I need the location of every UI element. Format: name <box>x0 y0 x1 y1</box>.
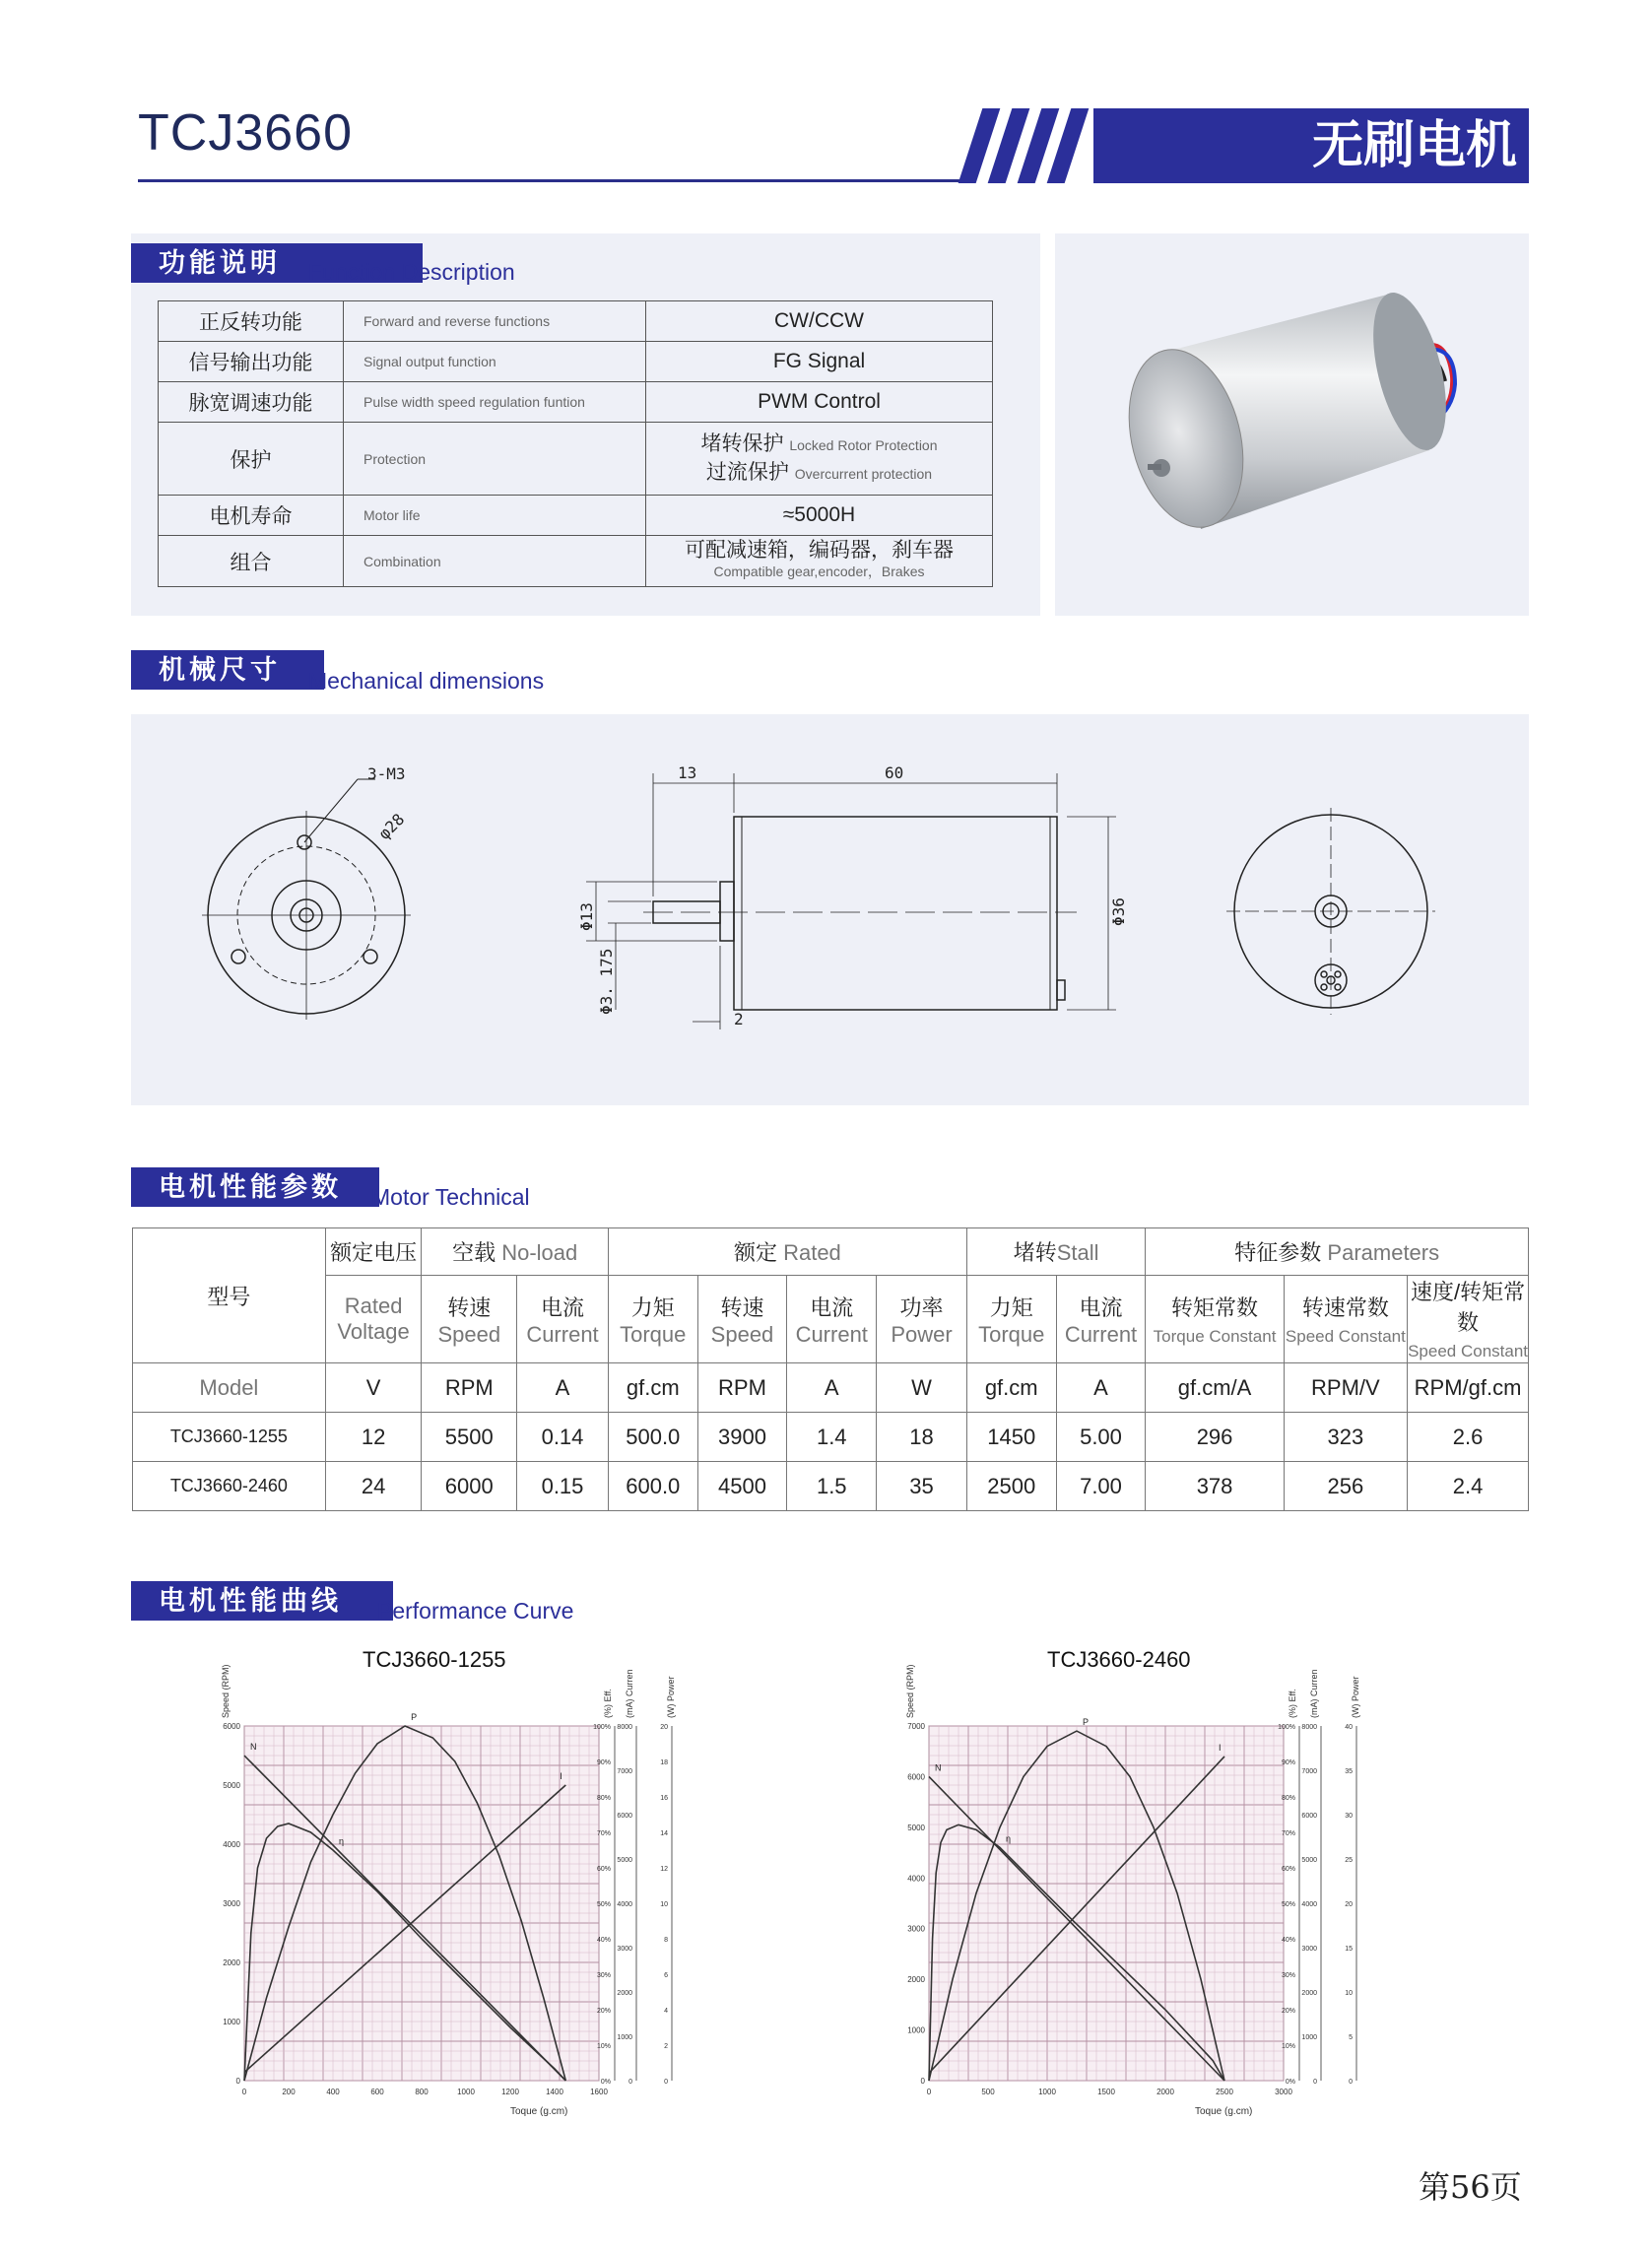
y-tick-label: 5000 <box>223 1781 240 1790</box>
func-en: Forward and reverse functions <box>344 301 646 342</box>
right-tick-label: 40% <box>596 1937 611 1944</box>
right-tick-label: 0% <box>1285 2079 1295 2086</box>
right-tick-label: 5000 <box>1301 1857 1317 1864</box>
model-cell: TCJ3660-1255 <box>133 1413 326 1462</box>
right-tick-label: 5000 <box>617 1857 632 1864</box>
motor-image <box>1055 233 1529 616</box>
header-stall-cn: 堵转 <box>1013 1240 1057 1265</box>
x-tick-label: 400 <box>326 2088 340 2096</box>
series-label: I <box>560 1771 562 1781</box>
right-tick-label: 3000 <box>617 1946 632 1953</box>
func-cn: 信号输出功能 <box>159 342 344 382</box>
value-cell: 7.00 <box>1056 1462 1146 1511</box>
y-tick-label: 1000 <box>907 2025 925 2035</box>
series-label: P <box>411 1712 418 1722</box>
protection-cn-2: 过流保护 <box>705 460 789 484</box>
series-label: P <box>1083 1717 1090 1728</box>
right-tick-label: 50% <box>1281 1901 1295 1908</box>
table-row <box>159 342 993 382</box>
right-tick-label: 7000 <box>617 1768 632 1775</box>
header-params-cn: 特征参数 <box>1234 1240 1322 1265</box>
value-cell: 1.4 <box>787 1413 877 1462</box>
right-tick-label: 70% <box>596 1830 611 1837</box>
right-axis-label: (mA) Curren <box>625 1669 634 1718</box>
func-value: FG Signal <box>646 342 993 382</box>
func-cn: 组合 <box>159 536 344 587</box>
right-tick-label: 14 <box>660 1830 668 1837</box>
header-stall <box>966 1228 1146 1276</box>
sub-header-en: Voltage <box>337 1319 410 1344</box>
right-tick-label: 0 <box>1349 2079 1353 2086</box>
section-title-mechanical-en: Mechanical dimensions <box>308 668 545 694</box>
right-tick-label: 70% <box>1281 1830 1295 1837</box>
value-cell: 24 <box>325 1462 422 1511</box>
right-tick-label: 2 <box>664 2043 668 2050</box>
rear-view <box>1226 808 1435 1015</box>
func-cn: 脉宽调速功能 <box>159 382 344 423</box>
sub-header <box>1284 1276 1407 1363</box>
header-rated-en: Rated <box>783 1240 841 1265</box>
right-tick-label: 1000 <box>1301 2034 1317 2041</box>
right-tick-label: 20 <box>1345 1901 1353 1908</box>
value-cell: 0.15 <box>517 1462 609 1511</box>
label-shaft-length: 13 <box>678 763 697 782</box>
sub-header-en: Speed <box>437 1321 501 1347</box>
right-tick-label: 4000 <box>617 1901 632 1908</box>
header-params <box>1146 1228 1529 1276</box>
section-title-curve-en: Performance Curve <box>377 1598 574 1624</box>
right-tick-label: 1000 <box>617 2034 632 2041</box>
header-noload-en: No-load <box>501 1240 578 1265</box>
table-row <box>133 1413 1529 1462</box>
right-tick-label: 30 <box>1345 1813 1353 1820</box>
value-cell: 323 <box>1284 1413 1407 1462</box>
model-title: TCJ3660 <box>138 104 353 162</box>
sub-header-en: Torque <box>620 1321 687 1347</box>
section-tag-technical: 电机性能参数 <box>131 1167 379 1207</box>
right-tick-label: 7000 <box>1301 1768 1317 1775</box>
value-cell: 296 <box>1146 1413 1284 1462</box>
sub-header-cn: 力矩 <box>630 1294 675 1320</box>
right-tick-label: 20% <box>596 2008 611 2015</box>
sub-header <box>608 1276 697 1363</box>
unit-cell: RPM <box>697 1363 787 1413</box>
sub-header <box>1056 1276 1146 1363</box>
unit-cell: A <box>787 1363 877 1413</box>
protection-en-1: Locked Rotor Protection <box>789 436 938 453</box>
side-view <box>586 773 1116 1029</box>
right-tick-label: 8000 <box>1301 1724 1317 1731</box>
right-tick-label: 10 <box>1345 1990 1353 1997</box>
right-tick-label: 10% <box>1281 2043 1295 2050</box>
unit-cell: gf.cm <box>608 1363 697 1413</box>
sub-header-en: Current <box>795 1321 868 1347</box>
func-value <box>646 423 993 496</box>
performance-chart-1255 <box>217 1645 808 2128</box>
sub-header <box>787 1276 877 1363</box>
sub-header-cn: 转速 <box>447 1294 492 1320</box>
label-body-length: 60 <box>885 763 904 782</box>
sub-header-cn: 电流 <box>810 1294 854 1320</box>
unit-cell: RPM/V <box>1284 1363 1407 1413</box>
combination-cn: 可配减速箱，编码器，刹车器 <box>685 539 954 562</box>
value-cell: 5.00 <box>1056 1413 1146 1462</box>
y-axis-label: Speed (RPM) <box>905 1664 915 1718</box>
sub-header <box>325 1276 422 1363</box>
right-tick-label: 20% <box>1281 2008 1295 2015</box>
x-axis-label: Toque (g.cm) <box>510 2106 568 2117</box>
y-tick-label: 6000 <box>223 1722 240 1731</box>
x-tick-label: 1200 <box>501 2088 519 2096</box>
value-cell: 2.6 <box>1408 1413 1529 1462</box>
right-tick-label: 6000 <box>617 1813 632 1820</box>
table-row <box>133 1462 1529 1511</box>
header-rated-cn: 额定 <box>733 1240 777 1265</box>
right-tick-label: 40% <box>1281 1937 1295 1944</box>
series-label: N <box>935 1762 942 1773</box>
value-cell: 1.5 <box>787 1462 877 1511</box>
value-cell: 2.4 <box>1408 1462 1529 1511</box>
x-tick-label: 3000 <box>1275 2088 1292 2096</box>
right-tick-label: 12 <box>660 1866 668 1873</box>
unit-cell: Model <box>133 1363 326 1413</box>
sub-header-cn: Rated <box>344 1293 403 1318</box>
chart-title: TCJ3660-1255 <box>363 1647 506 1672</box>
protection-cn-1: 堵转保护 <box>700 431 784 455</box>
y-axis-label: Speed (RPM) <box>221 1664 231 1718</box>
protection-en-2: Overcurrent protection <box>794 465 933 482</box>
right-tick-label: 0 <box>628 2079 632 2086</box>
sub-header-cn: 速度/转矩常数 <box>1410 1280 1526 1335</box>
value-cell: 18 <box>877 1413 967 1462</box>
performance-chart-2460 <box>901 1645 1492 2128</box>
title-underline <box>138 179 975 182</box>
x-tick-label: 1400 <box>546 2088 563 2096</box>
right-tick-label: 5 <box>1349 2034 1353 2041</box>
right-tick-label: 60% <box>596 1866 611 1873</box>
sub-header <box>1146 1276 1284 1363</box>
sub-header-en: Speed <box>710 1321 774 1347</box>
model-cell: TCJ3660-2460 <box>133 1462 326 1511</box>
table-header-row <box>133 1228 1529 1276</box>
sub-header-cn: 力矩 <box>989 1294 1033 1320</box>
func-en: Pulse width speed regulation funtion <box>344 382 646 423</box>
func-value <box>646 536 993 587</box>
x-tick-label: 800 <box>415 2088 429 2096</box>
x-tick-label: 500 <box>981 2088 995 2096</box>
y-tick-label: 3000 <box>907 1924 925 1934</box>
y-tick-label: 0 <box>920 2077 925 2086</box>
right-tick-label: 0 <box>1313 2079 1317 2086</box>
y-tick-label: 2000 <box>907 1975 925 1985</box>
x-tick-label: 0 <box>926 2088 932 2096</box>
right-tick-label: 16 <box>660 1795 668 1802</box>
right-tick-label: 8000 <box>617 1724 632 1731</box>
y-tick-label: 6000 <box>907 1772 925 1782</box>
unit-cell: A <box>517 1363 609 1413</box>
x-axis-label: Toque (g.cm) <box>1195 2106 1253 2117</box>
func-value: CW/CCW <box>646 301 993 342</box>
right-tick-label: 15 <box>1345 1946 1353 1953</box>
right-tick-label: 90% <box>1281 1759 1295 1766</box>
right-tick-label: 30% <box>596 1972 611 1979</box>
motor-photo <box>1055 233 1529 616</box>
series-label: η <box>1006 1833 1012 1844</box>
sub-header-cn: 电流 <box>1079 1294 1123 1320</box>
right-tick-label: 40 <box>1345 1724 1353 1731</box>
func-cn: 电机寿命 <box>159 496 344 536</box>
y-tick-label: 3000 <box>223 1899 240 1908</box>
sub-header-cn: 电流 <box>540 1294 584 1320</box>
label-screw: 3-M3 <box>367 764 406 783</box>
right-tick-label: 4000 <box>1301 1901 1317 1908</box>
right-tick-label: 2000 <box>617 1990 632 1997</box>
unit-cell: gf.cm/A <box>1146 1363 1284 1413</box>
sub-header <box>1408 1276 1529 1363</box>
right-axis-label: (%) Eff. <box>603 1689 613 1718</box>
sub-header-en: Current <box>526 1321 599 1347</box>
sub-header <box>966 1276 1056 1363</box>
sub-header-en: Current <box>1064 1321 1138 1347</box>
right-tick-label: 10 <box>660 1901 668 1908</box>
section-title-function-en: Function Description <box>308 259 515 285</box>
section-tag-curve: 电机性能曲线 <box>131 1581 393 1621</box>
table-subheader-row <box>133 1276 1529 1363</box>
x-tick-label: 1000 <box>457 2088 475 2096</box>
series-label: I <box>1219 1742 1222 1753</box>
value-cell: 3900 <box>697 1413 787 1462</box>
label-boss-dia: Φ13 <box>577 902 596 931</box>
series-label: η <box>339 1836 345 1846</box>
unit-cell: V <box>325 1363 422 1413</box>
func-en: Combination <box>344 536 646 587</box>
right-tick-label: 100% <box>593 1724 611 1731</box>
table-row <box>159 423 993 496</box>
value-cell: 600.0 <box>608 1462 697 1511</box>
right-tick-label: 18 <box>660 1759 668 1766</box>
unit-cell: W <box>877 1363 967 1413</box>
section-title-technical-en: Motor Technical <box>371 1184 530 1210</box>
value-cell: 2500 <box>966 1462 1056 1511</box>
sub-header-en: Torque <box>978 1321 1045 1347</box>
table-units-row <box>133 1363 1529 1413</box>
header-params-en: Parameters <box>1327 1240 1440 1265</box>
sub-header <box>697 1276 787 1363</box>
table-row <box>159 301 993 342</box>
right-tick-label: 35 <box>1345 1768 1353 1775</box>
right-tick-label: 100% <box>1278 1724 1295 1731</box>
right-axis-label: (mA) Curren <box>1309 1669 1319 1718</box>
table-row <box>159 382 993 423</box>
right-tick-label: 8 <box>664 1937 668 1944</box>
right-tick-label: 30% <box>1281 1972 1295 1979</box>
label-shaft-dia: Φ3. 175 <box>597 948 616 1015</box>
func-value: PWM Control <box>646 382 993 423</box>
unit-cell: gf.cm <box>966 1363 1056 1413</box>
x-tick-label: 1000 <box>1038 2088 1056 2096</box>
value-cell: 1450 <box>966 1413 1056 1462</box>
x-tick-label: 2500 <box>1216 2088 1233 2096</box>
func-en: Protection <box>344 423 646 496</box>
right-tick-label: 0 <box>664 2079 668 2086</box>
table-row <box>159 496 993 536</box>
header-voltage: 额定电压 <box>325 1228 422 1276</box>
header-rated <box>608 1228 966 1276</box>
page-number: 第56页 <box>1419 2168 1522 2206</box>
x-tick-label: 1500 <box>1097 2088 1115 2096</box>
sub-header <box>877 1276 967 1363</box>
right-tick-label: 6000 <box>1301 1813 1317 1820</box>
y-tick-label: 2000 <box>223 1958 240 1967</box>
right-tick-label: 4 <box>664 2008 668 2015</box>
sub-header-cn: 转矩常数 <box>1171 1294 1259 1320</box>
right-tick-label: 80% <box>1281 1795 1295 1802</box>
label-boss-length: 2 <box>734 1010 744 1028</box>
right-tick-label: 60% <box>1281 1866 1295 1873</box>
right-tick-label: 3000 <box>1301 1946 1317 1953</box>
y-tick-label: 1000 <box>223 2018 240 2026</box>
value-cell: 35 <box>877 1462 967 1511</box>
value-cell: 4500 <box>697 1462 787 1511</box>
table-row <box>159 536 993 587</box>
right-axis-label: (W) Power <box>666 1676 676 1718</box>
func-en: Signal output function <box>344 342 646 382</box>
y-tick-label: 5000 <box>907 1823 925 1832</box>
header-model: 型号 <box>133 1228 326 1363</box>
header-noload <box>422 1228 608 1276</box>
value-cell: 500.0 <box>608 1413 697 1462</box>
right-axis-label: (%) Eff. <box>1288 1689 1297 1718</box>
sub-header <box>422 1276 517 1363</box>
right-tick-label: 80% <box>596 1795 611 1802</box>
mechanical-drawing <box>131 714 1529 1105</box>
sub-header-cn: 转速 <box>720 1294 764 1320</box>
sub-header-cn: 功率 <box>899 1294 944 1320</box>
func-en: Motor life <box>344 496 646 536</box>
sub-header-en: Torque Constant <box>1153 1326 1277 1346</box>
value-cell: 378 <box>1146 1462 1284 1511</box>
unit-cell: A <box>1056 1363 1146 1413</box>
right-tick-label: 25 <box>1345 1857 1353 1864</box>
value-cell: 6000 <box>422 1462 517 1511</box>
x-tick-label: 0 <box>241 2088 247 2096</box>
category-banner-text: 无刷电机 <box>1311 117 1517 174</box>
right-tick-label: 20 <box>660 1724 668 1731</box>
section-tag-function: 功能说明 <box>131 243 423 283</box>
series-label: N <box>250 1742 257 1752</box>
value-cell: 12 <box>325 1413 422 1462</box>
sub-header-en: Speed Constant <box>1408 1342 1528 1360</box>
func-value: ≈5000H <box>646 496 993 536</box>
y-tick-label: 4000 <box>223 1840 240 1849</box>
section-tag-mechanical: 机械尺寸 <box>131 650 324 690</box>
x-tick-label: 200 <box>282 2088 296 2096</box>
sub-header <box>517 1276 609 1363</box>
tech-table <box>132 1227 1529 1511</box>
unit-cell: RPM <box>422 1363 517 1413</box>
right-tick-label: 2000 <box>1301 1990 1317 1997</box>
front-view <box>202 779 411 1020</box>
label-body-dia: Φ36 <box>1109 897 1128 926</box>
sub-header-en: Power <box>891 1321 953 1347</box>
right-tick-label: 90% <box>596 1759 611 1766</box>
header-noload-cn: 空载 <box>452 1240 496 1265</box>
y-tick-label: 0 <box>235 2077 240 2086</box>
value-cell: 256 <box>1284 1462 1407 1511</box>
x-tick-label: 1600 <box>590 2088 608 2096</box>
sub-header-cn: 转速常数 <box>1301 1294 1389 1320</box>
mechanical-drawing-panel <box>131 714 1529 1105</box>
value-cell: 5500 <box>422 1413 517 1462</box>
chart-title: TCJ3660-2460 <box>1047 1647 1191 1672</box>
sub-header-en: Speed Constant <box>1285 1326 1406 1346</box>
right-axis-label: (W) Power <box>1351 1676 1360 1718</box>
header-stall-en: Stall <box>1056 1240 1099 1265</box>
y-tick-label: 4000 <box>907 1874 925 1884</box>
right-tick-label: 0% <box>600 2079 611 2086</box>
unit-cell: RPM/gf.cm <box>1408 1363 1529 1413</box>
right-tick-label: 50% <box>596 1901 611 1908</box>
combination-en: Compatible gear,encoder，Brakes <box>713 564 925 579</box>
right-tick-label: 6 <box>664 1972 668 1979</box>
function-table <box>158 300 993 587</box>
x-tick-label: 2000 <box>1156 2088 1174 2096</box>
x-tick-label: 600 <box>370 2088 384 2096</box>
right-tick-label: 10% <box>596 2043 611 2050</box>
value-cell: 0.14 <box>517 1413 609 1462</box>
label-pcd: φ28 <box>374 809 409 843</box>
func-cn: 正反转功能 <box>159 301 344 342</box>
func-cn: 保护 <box>159 423 344 496</box>
y-tick-label: 7000 <box>907 1722 925 1731</box>
